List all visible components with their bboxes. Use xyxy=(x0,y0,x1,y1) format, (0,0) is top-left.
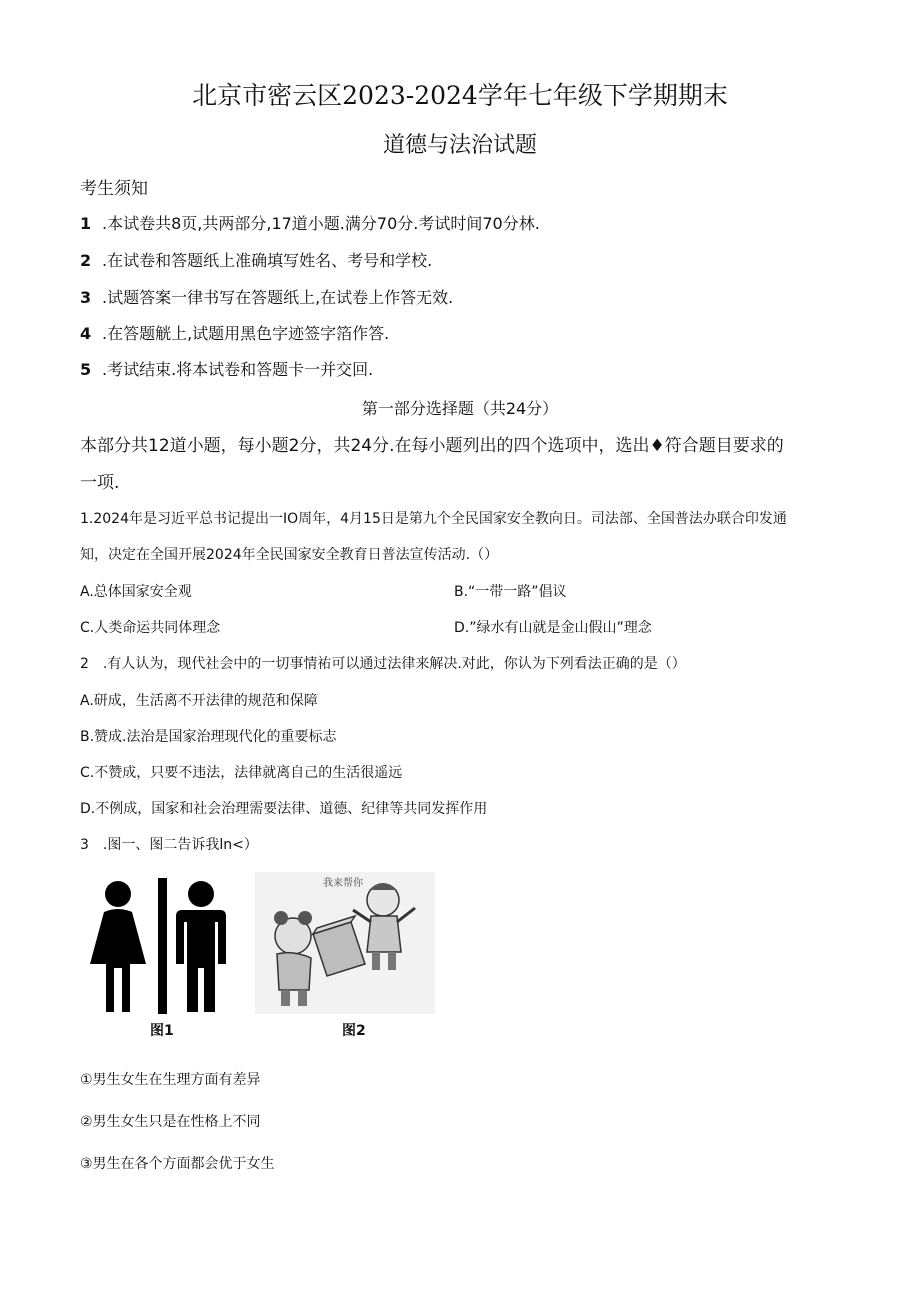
notice-item-text: .试题答案一律书写在答题纸上,在试卷上作答无效. xyxy=(102,288,454,307)
figure-2-helping-illustration xyxy=(255,872,435,1014)
section-title: 第一部分选择题（共24分） xyxy=(361,399,559,418)
q1-option-d: D.”绿水有山就是金山假山”理念 xyxy=(454,620,652,636)
section-intro-line2: 一项. xyxy=(80,473,120,493)
exam-title: 北京市密云区2023-2024学年七年级下学期期末 xyxy=(192,81,728,110)
q2-option-c: C.不赞成，只要不违法，法律就离自己的生活很遥远 xyxy=(80,765,403,781)
notice-item-number: 1 xyxy=(80,214,92,233)
q1-option-a: A.总体国家安全观 xyxy=(80,584,192,600)
q1-stem-line2: 知，决定在全国开展2024年全民国家安全教育日普法宣传活动.（） xyxy=(80,547,499,563)
notice-heading: 考生须知 xyxy=(80,179,148,199)
notice-item-5 xyxy=(80,357,373,380)
q2-stem: 2 .有人认为，现代社会中的一切事情祐可以通过法律来解决.对此，你认为下列看法正确的是（） xyxy=(80,656,686,672)
q1-option-c: C.人类命运共同体理念 xyxy=(80,620,221,636)
q3-statement-3: ③男生在各个方面都会优于女生 xyxy=(80,1156,275,1172)
q1-option-b: B.“一带一路”倡议 xyxy=(454,584,567,600)
notice-item-3 xyxy=(80,285,453,308)
q1-stem-line1: 1.2024年是习近平总书记提出一IO周年，4月15日是第九个全民国家安全教向日。司法部、全国普法办联合印发通 xyxy=(80,511,787,527)
notice-item-text: .考试结束.将本试卷和答题卡一并交回. xyxy=(102,360,374,379)
q3-stem: 3 .图一、图二告诉我ln<） xyxy=(80,837,258,853)
q2-option-d: D.不例成，国家和社会治理需要法律、道德、纪律等共同发挥作用 xyxy=(80,801,488,817)
notice-item-number: 3 xyxy=(80,288,92,307)
section-intro-line1: 本部分共12道小题，每小题2分，共24分.在每小题列出的四个选项中，选出♦符合题目要求的 xyxy=(80,436,784,456)
figure-1-caption: 图1 xyxy=(150,1023,174,1039)
figure-2-caption: 图2 xyxy=(342,1023,366,1039)
notice-item-text: .在答题觥上,试题用黑色字迹签字箔作答. xyxy=(102,324,390,343)
notice-item-number: 4 xyxy=(80,324,92,343)
notice-item-2 xyxy=(80,248,432,271)
figure-2-speech-text: 我来帮你 xyxy=(323,878,363,889)
notice-item-text: .在试卷和答题纸上准确填写姓名、考号和学校. xyxy=(102,251,433,270)
q2-option-b: B.赞成.法治是国家治理现代化的重要标志 xyxy=(80,729,337,745)
notice-item-number: 5 xyxy=(80,360,92,379)
q3-statement-2: ②男生女生只是在性格上不同 xyxy=(80,1114,261,1130)
q2-option-a: A.研成，生活离不开法律的规范和保障 xyxy=(80,693,318,709)
notice-item-number: 2 xyxy=(80,251,92,270)
notice-item-text: .本试卷共8页,共两部分,17道小题.满分70分.考试时间70分林. xyxy=(102,214,540,233)
q3-statement-1: ①男生女生在生理方面有差异 xyxy=(80,1072,261,1088)
notice-item-4 xyxy=(80,321,389,344)
exam-subtitle: 道德与法治试题 xyxy=(382,133,537,158)
figure-1-restroom-icon xyxy=(78,872,238,1017)
notice-item-1 xyxy=(80,211,540,234)
